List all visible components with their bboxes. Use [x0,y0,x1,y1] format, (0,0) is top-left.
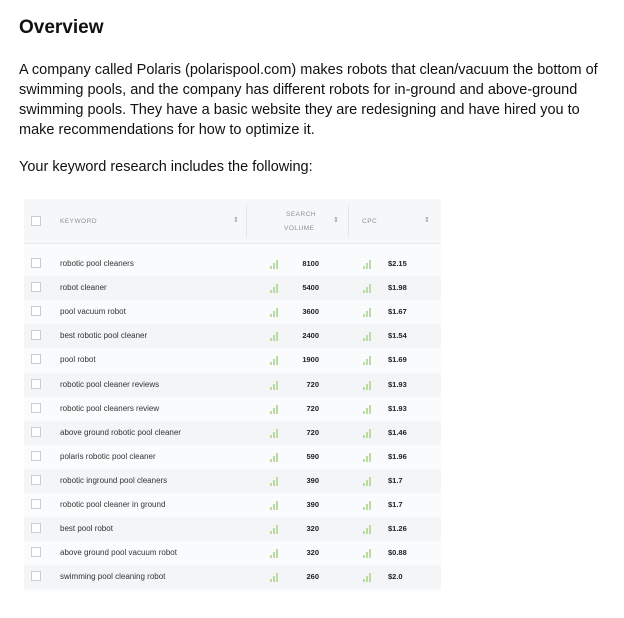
volume-trend-icon[interactable] [270,284,279,293]
search-volume-cell: 320 [306,524,319,534]
cpc-cell: $1.67 [388,307,407,317]
search-volume-cell: 320 [306,548,319,558]
cpc-cell: $2.15 [388,259,407,268]
cpc-cell: $2.0 [388,572,403,582]
search-volume-cell: 720 [306,403,319,413]
keyword-cell: polaris robotic pool cleaner [60,451,156,461]
cpc-trend-icon[interactable] [363,284,372,293]
cpc-cell: $1.26 [388,524,407,534]
table-row [24,300,441,324]
volume-trend-icon[interactable] [270,260,279,269]
volume-trend-icon[interactable] [270,573,279,582]
cpc-cell: $0.88 [388,548,407,558]
cpc-trend-icon[interactable] [363,405,372,414]
search-volume-cell: 3600 [302,307,319,317]
search-volume-cell: 1900 [302,355,319,365]
cpc-trend-icon[interactable] [363,429,372,438]
volume-trend-icon[interactable] [270,381,279,390]
search-volume-cell: 720 [306,379,319,389]
sort-keyword-icon[interactable]: ⇕ [233,217,239,224]
row-checkbox[interactable] [31,306,41,316]
volume-trend-icon[interactable] [270,501,279,510]
page-title: Overview [19,17,104,38]
cpc-trend-icon[interactable] [363,501,372,510]
keyword-cell: robotic pool cleaner reviews [60,379,160,389]
keyword-cell: pool robot [60,355,96,365]
intro-paragraph: A company called Polaris (polarispool.com) makes robots that clean/vacuum the bottom of swimming pools, and the company has different robots for in-ground and above-ground swimming pools. They have a basic website they are redesigning and have hired you to make recommendations for how to optimize it. [19,62,598,138]
cpc-trend-icon[interactable] [363,332,372,341]
row-checkbox[interactable] [31,475,41,485]
keyword-cell: above ground pool vacuum robot [60,548,177,558]
table-row [24,324,441,348]
cpc-trend-icon[interactable] [363,453,372,462]
volume-trend-icon[interactable] [270,332,279,341]
cpc-cell: $1.96 [388,451,407,461]
volume-trend-icon[interactable] [270,549,279,558]
table-row [24,252,441,276]
volume-trend-icon[interactable] [270,405,279,414]
row-checkbox[interactable] [31,427,41,437]
table-row [24,276,441,300]
table-row [24,469,441,493]
cpc-cell: $1.93 [388,379,407,389]
keyword-cell: robotic pool cleaners [60,259,134,268]
cpc-trend-icon[interactable] [363,525,372,534]
row-checkbox[interactable] [31,258,41,268]
cpc-trend-icon[interactable] [363,549,372,558]
table-row [24,373,441,397]
volume-trend-icon[interactable] [270,525,279,534]
search-volume-header-line1: SEARCH [286,211,317,218]
search-volume-cell: 2400 [302,331,319,341]
keyword-cell: robotic inground pool cleaners [60,475,168,485]
cpc-trend-icon[interactable] [363,477,372,486]
row-checkbox[interactable] [31,354,41,364]
header-divider [348,205,349,237]
row-checkbox[interactable] [31,547,41,557]
cpc-cell: $1.7 [388,475,403,485]
row-checkbox[interactable] [31,451,41,461]
cpc-trend-icon[interactable] [363,260,372,269]
search-volume-cell: 260 [306,572,319,582]
row-checkbox[interactable] [31,403,41,413]
keyword-cell: robot cleaner [60,283,107,293]
volume-trend-icon[interactable] [270,356,279,365]
cpc-trend-icon[interactable] [363,356,372,365]
sort-cpc-icon[interactable]: ⇕ [424,217,430,224]
cpc-cell: $1.54 [388,331,407,341]
sort-volume-icon[interactable]: ⇕ [333,217,339,224]
table-row [24,565,441,589]
row-checkbox[interactable] [31,571,41,581]
volume-trend-icon[interactable] [270,477,279,486]
table-row [24,445,441,469]
keyword-cell: best robotic pool cleaner [60,331,148,341]
keyword-cell: best pool robot [60,524,113,534]
table-row [24,517,441,541]
cpc-cell: $1.46 [388,427,407,437]
row-checkbox[interactable] [31,379,41,389]
search-volume-cell: 8100 [302,259,319,268]
volume-trend-icon[interactable] [270,453,279,462]
cpc-trend-icon[interactable] [363,381,372,390]
keyword-cell: above ground robotic pool cleaner [60,427,181,437]
volume-trend-icon[interactable] [270,429,279,438]
search-volume-cell: 390 [306,475,319,485]
table-row [24,397,441,421]
row-checkbox[interactable] [31,330,41,340]
row-checkbox[interactable] [31,499,41,509]
table-header [24,199,441,244]
keyword-cell: robotic pool cleaner in ground [60,500,166,509]
search-volume-cell: 590 [306,451,319,461]
cpc-trend-icon[interactable] [363,573,372,582]
cpc-trend-icon[interactable] [363,308,372,317]
table-row [24,348,441,372]
search-volume-cell: 5400 [302,283,319,293]
table-row [24,493,441,517]
research-intro: Your keyword research includes the following: [19,159,313,175]
row-checkbox[interactable] [31,282,41,292]
volume-trend-icon[interactable] [270,308,279,317]
keyword-cell: robotic pool cleaners review [60,403,160,413]
cpc-header: CPC [362,218,378,225]
keyword-cell: pool vacuum robot [60,307,126,317]
table-row [24,541,441,565]
cpc-cell: $1.69 [388,355,407,365]
select-all-checkbox[interactable] [31,216,41,226]
header-divider [246,205,247,237]
search-volume-header-line2: VOLUME [284,225,315,232]
table-row [24,421,441,445]
keyword-header: KEYWORD [60,218,98,225]
cpc-cell: $1.93 [388,403,407,413]
row-checkbox[interactable] [31,523,41,533]
keyword-cell: swimming pool cleaning robot [60,572,166,582]
search-volume-cell: 720 [306,427,319,437]
keyword-table [24,199,441,591]
search-volume-cell: 390 [306,500,319,509]
cpc-cell: $1.7 [388,500,403,509]
cpc-cell: $1.98 [388,283,407,293]
